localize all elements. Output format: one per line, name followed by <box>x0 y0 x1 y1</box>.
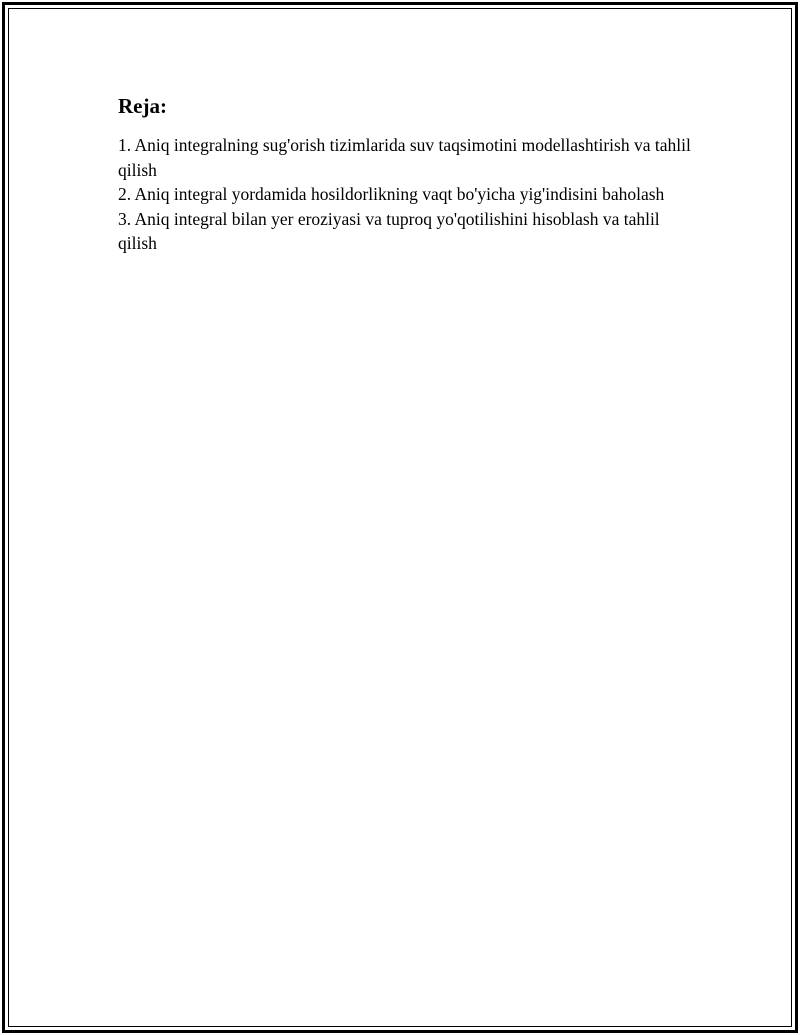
plan-item-1: 1. Aniq integralning sug'orish tizimlarida suv taqsimotini modellashtirish va tahlil qilish <box>118 135 691 180</box>
document-content <box>118 93 698 256</box>
plan-item-2: 2. Aniq integral yordamida hosildorlikning vaqt bo'yicha yig'indisini baholash <box>118 184 665 204</box>
plan-heading: Reja: <box>118 94 167 118</box>
plan-item-3: 3. Aniq integral bilan yer eroziyasi va tuproq yo'qotilishini hisoblash va tahlil qilish <box>118 208 660 253</box>
plan-list <box>118 133 698 256</box>
